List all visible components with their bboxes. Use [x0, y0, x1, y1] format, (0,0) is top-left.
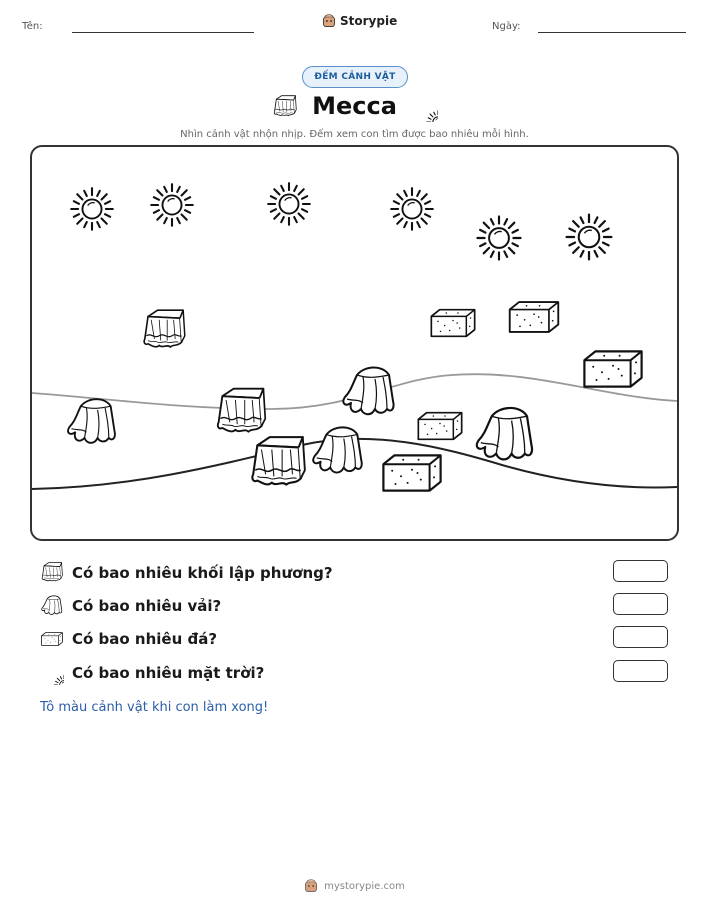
coloring-note: Tô màu cảnh vật khi con làm xong!: [40, 700, 269, 715]
counting-scene: [30, 145, 679, 541]
cube-icon: [252, 437, 304, 485]
category-badge: ĐẾM CẢNH VẬT: [302, 66, 408, 88]
question-row: [40, 660, 264, 686]
answer-box-cube[interactable]: [613, 560, 668, 582]
cloth-icon: [313, 427, 361, 472]
sun-icon: [268, 183, 310, 225]
instructions: Nhìn cảnh vật nhộn nhịp. Đếm xem con tìm được bao nhiêu mỗi hình.: [180, 129, 529, 140]
cloth-icon: [477, 408, 532, 459]
stone-icon: [510, 302, 559, 332]
date-label: Ngày:: [492, 21, 521, 32]
sun-icon: [71, 188, 113, 230]
footer-url[interactable]: mystorypie.com: [324, 880, 405, 892]
question-text: Có bao nhiêu vải?: [72, 597, 222, 615]
stone-icon: [40, 627, 64, 651]
scene-illustration: [32, 147, 677, 539]
cube-icon: [144, 310, 185, 347]
question-row: [40, 626, 217, 652]
cube-icon: [40, 561, 64, 585]
stone-icon: [431, 310, 474, 337]
stone-icon: [383, 455, 440, 490]
stone-icon: [584, 351, 641, 386]
answer-box-sun[interactable]: [613, 660, 668, 682]
sun-icon: [567, 215, 612, 260]
cloth-icon: [40, 594, 64, 618]
footer: [0, 879, 709, 893]
name-label: Tên:: [22, 21, 43, 32]
date-line[interactable]: [538, 32, 686, 33]
name-line[interactable]: [72, 32, 254, 33]
question-text: Có bao nhiêu đá?: [72, 630, 218, 648]
cube-icon: [218, 389, 265, 432]
sun-icon: [151, 184, 193, 226]
question-row: [40, 593, 221, 619]
question-row: [40, 560, 333, 586]
sun-icon: [40, 661, 64, 685]
question-text: Có bao nhiêu mặt trời?: [72, 664, 265, 682]
answer-box-stone[interactable]: [613, 626, 668, 648]
answer-box-cloth[interactable]: [613, 593, 668, 615]
sun-icon: [477, 216, 520, 259]
brand-logo: [322, 14, 397, 28]
cloth-icon: [68, 399, 115, 443]
brand-name: Storypie: [340, 14, 398, 28]
sun-icon: [410, 94, 438, 122]
stone-icon: [418, 413, 461, 440]
storypie-logo-icon: [304, 879, 318, 893]
page-title: Mecca: [312, 92, 397, 120]
question-text: Có bao nhiêu khối lập phương?: [72, 564, 333, 582]
sun-icon: [391, 188, 433, 230]
storypie-logo-icon: [322, 14, 336, 28]
cloth-icon: [343, 368, 393, 415]
